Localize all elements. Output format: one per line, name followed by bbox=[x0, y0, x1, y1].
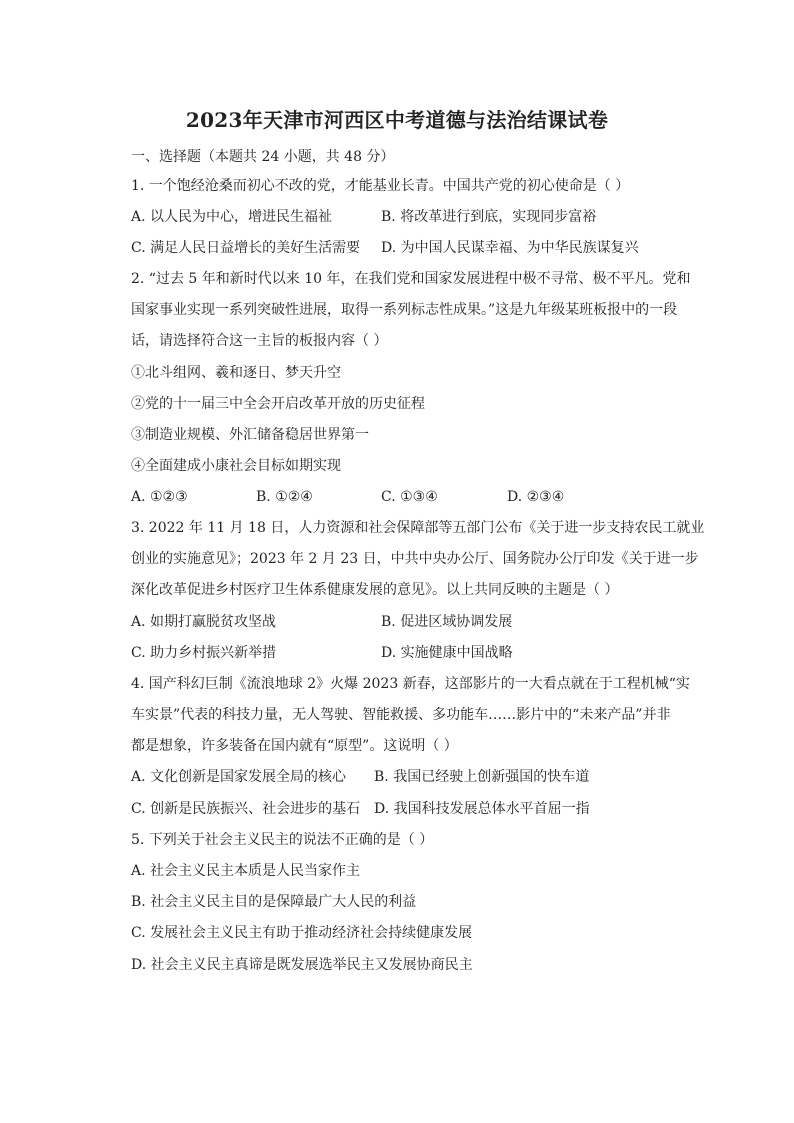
q1-option-c: C. 满足人民日益增长的美好生活需要 bbox=[131, 240, 361, 256]
q2-option-b: B. ①②④ bbox=[256, 489, 313, 505]
q3-option-b: B. 促进区域协调发展 bbox=[381, 614, 513, 630]
q2-option-d: D. ②③④ bbox=[507, 489, 565, 505]
q4-option-b: B. 我国已经驶上创新强国的快车道 bbox=[374, 769, 590, 785]
q3-option-c: C. 助力乡村振兴新举措 bbox=[131, 645, 277, 661]
q2-item-1: ①北斗组网、羲和逐日、梦天升空 bbox=[131, 365, 341, 381]
q4-stem-line2: 车实景”代表的科技力量，无人驾驶、智能救援、多功能车……影片中的“未来产品”并非 bbox=[131, 707, 671, 723]
q2-item-3: ③制造业规模、外汇储备稳居世界第一 bbox=[131, 427, 369, 443]
q3-stem-line3: 深化改革促进乡村医疗卫生体系健康发展的意见》。以上共同反映的主题是（ ） bbox=[131, 582, 619, 598]
q2-item-2: ②党的十一届三中全会开启改革开放的历史征程 bbox=[131, 396, 425, 412]
q2-stem-line2: 国家事业实现一系列突破性进展，取得一系列标志性成果。”这是九年级某班板报中的一段 bbox=[131, 302, 678, 318]
q1-option-d: D. 为中国人民谋幸福、为中华民族谋复兴 bbox=[381, 240, 639, 256]
q1-option-a: A. 以人民为中心，增进民生福祉 bbox=[131, 209, 333, 225]
q2-stem-line3: 话，请选择符合这一主旨的板报内容（ ） bbox=[131, 333, 388, 349]
q4-stem-line1: 4. 国产科幻巨制《流浪地球 2》火爆 2023 新春，这部影片的一大看点就在于工程机械“实 bbox=[131, 676, 690, 692]
q5-option-a: A. 社会主义民主本质是人民当家作主 bbox=[131, 863, 361, 879]
q4-option-d: D. 我国科技发展总体水平首屈一指 bbox=[374, 801, 590, 817]
q4-option-c: C. 创新是民族振兴、社会进步的基石 bbox=[131, 801, 361, 817]
q2-item-4: ④全面建成小康社会目标如期实现 bbox=[131, 458, 341, 474]
q3-stem-line1: 3. 2022 年 11 月 18 日，人力资源和社会保障部等五部门公布《关于进一步支持农民工就业 bbox=[131, 520, 705, 536]
q5-stem: 5. 下列关于社会主义民主的说法不正确的是（ ） bbox=[131, 832, 434, 848]
q2-option-a: A. ①②③ bbox=[131, 489, 188, 505]
q3-option-d: D. 实施健康中国战略 bbox=[381, 645, 513, 661]
q1-option-b: B. 将改革进行到底，实现同步富裕 bbox=[381, 209, 597, 225]
q5-option-d: D. 社会主义民主真谛是既发展选举民主又发展协商民主 bbox=[131, 957, 473, 973]
exam-title: 2023年天津市河西区中考道德与法治结课试卷 bbox=[185, 108, 609, 132]
q2-option-c: C. ①③④ bbox=[381, 489, 438, 505]
q3-option-a: A. 如期打赢脱贫攻坚战 bbox=[131, 614, 277, 630]
q3-stem-line2: 创业的实施意见》；2023 年 2 月 23 日，中共中央办公厅、国务院办公厅印发《关于进一步 bbox=[131, 551, 699, 567]
q1-stem: 1. 一个饱经沧桑而初心不改的党，才能基业长青。中国共产党的初心使命是（ ） bbox=[131, 178, 630, 194]
q4-option-a: A. 文化创新是国家发展全局的核心 bbox=[131, 769, 347, 785]
q5-option-c: C. 发展社会主义民主有助于推动经济社会持续健康发展 bbox=[131, 925, 473, 941]
q4-stem-line3: 都是想象，许多装备在国内就有“原型”。这说明（ ） bbox=[131, 738, 458, 754]
q5-option-b: B. 社会主义民主目的是保障最广大人民的利益 bbox=[131, 894, 417, 910]
section-heading: 一、选择题（本题共 24 小题，共 48 分） bbox=[131, 149, 395, 165]
q2-stem-line1: 2. “过去 5 年和新时代以来 10 年，在我们党和国家发展进程中极不寻常、极不平凡。党和 bbox=[131, 271, 691, 287]
